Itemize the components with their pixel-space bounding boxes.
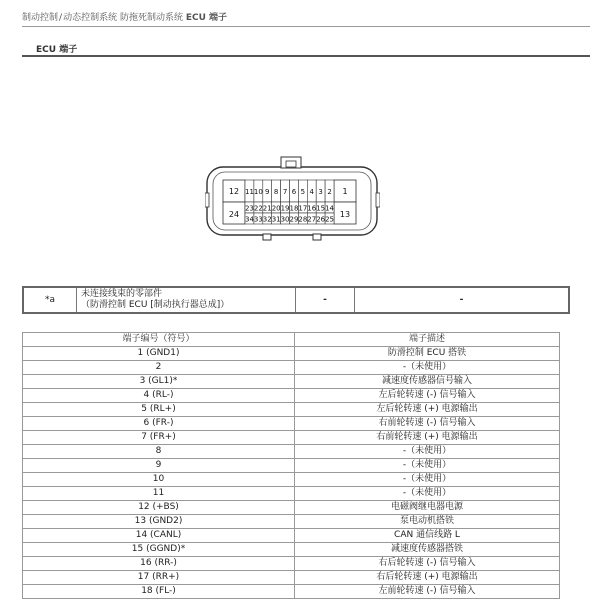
table-row [23, 417, 560, 431]
terminal-description: 减速度传感器信号输入 [295, 375, 560, 389]
terminal-description: 左前轮转速 (-) 信号输入 [295, 585, 560, 599]
breadcrumb [22, 10, 227, 23]
connector-key [263, 234, 271, 240]
terminal-description: -（未使用） [295, 459, 560, 473]
legend-description [77, 287, 296, 313]
terminal-number: 17 (RR+) [23, 571, 295, 585]
pin-label: 20 [271, 204, 281, 213]
table-row [23, 403, 560, 417]
pin-label: 8 [273, 188, 279, 196]
small-pin-grid [245, 180, 335, 224]
table-row [23, 431, 560, 445]
terminal-description: 右前轮转速 (-) 信号输入 [295, 417, 560, 431]
pin-label: 18 [289, 204, 299, 213]
table-row [23, 487, 560, 501]
pin-label: 28 [298, 215, 308, 224]
pin-1-label: 1 [342, 187, 348, 196]
terminal-description: CAN 通信线路 L [295, 529, 560, 543]
terminal-number: 13 (GND2) [23, 515, 295, 529]
table-row [23, 445, 560, 459]
pin-13-label: 13 [339, 210, 351, 219]
pin-label: 32 [262, 215, 272, 224]
pin-label: 33 [253, 215, 263, 224]
pin-label: 7 [282, 188, 288, 196]
connector-key [313, 234, 321, 240]
terminal-number: 16 (RR-) [23, 557, 295, 571]
terminal-description: 泵电动机搭铁 [295, 515, 560, 529]
terminal-number: 3 (GL1)* [23, 375, 295, 389]
terminal-table-header [23, 333, 560, 347]
legend-row [23, 287, 569, 313]
pin-label: 9 [265, 188, 270, 196]
pin-label: 22 [253, 204, 263, 213]
terminal-number: 14 (CANL) [23, 529, 295, 543]
pin-label: 2 [327, 188, 332, 196]
terminal-description: -（未使用） [295, 361, 560, 375]
pin-label: 6 [291, 188, 297, 196]
terminal-number: 9 [23, 459, 295, 473]
terminal-number: 15 (GGND)* [23, 543, 295, 557]
pin-label: 27 [307, 215, 317, 224]
breadcrumb-separator: / [59, 13, 63, 23]
pin-label: 14 [325, 204, 335, 213]
terminal-description: 电磁阀继电器电源 [295, 501, 560, 515]
table-row [23, 515, 560, 529]
header-divider [22, 26, 590, 27]
terminal-description: 减速度传感器搭铁 [295, 543, 560, 557]
terminal-number: 11 [23, 487, 295, 501]
header-terminal-number: 端子编号（符号） [23, 333, 295, 347]
table-row [23, 375, 560, 389]
terminal-number: 10 [23, 473, 295, 487]
terminal-description: 左后轮转速 (+) 电源输出 [295, 403, 560, 417]
pin-label: 4 [309, 188, 314, 196]
pin-label: 23 [244, 204, 254, 213]
pin-label: 10 [253, 188, 263, 196]
terminal-description: 左后轮转速 (-) 信号输入 [295, 389, 560, 403]
pin-label: 26 [316, 215, 326, 224]
table-row [23, 389, 560, 403]
pin-label: 34 [244, 215, 254, 224]
legend-col4: - [355, 287, 570, 313]
pin-label: 5 [300, 188, 306, 196]
breadcrumb-item[interactable]: 制动控制 [22, 13, 59, 23]
table-row [23, 557, 560, 571]
table-row [23, 529, 560, 543]
table-row [23, 459, 560, 473]
legend-mark: *a [23, 287, 77, 313]
section-title: ECU 端子 [36, 45, 78, 55]
terminal-description: -（未使用） [295, 473, 560, 487]
table-row [23, 571, 560, 585]
pin-label: 25 [325, 215, 335, 224]
terminal-description: 右前轮转速 (+) 电源输出 [295, 431, 560, 445]
legend-table [22, 286, 570, 314]
pin-label: 11 [244, 188, 254, 196]
terminal-number: 1 (GND1) [23, 347, 295, 361]
pin-label: 21 [262, 204, 272, 213]
table-row [23, 585, 560, 599]
table-row [23, 347, 560, 361]
terminal-number: 5 (RL+) [23, 403, 295, 417]
pin-label: 16 [307, 204, 317, 213]
terminal-description: 右后轮转速 (+) 电源输出 [295, 571, 560, 585]
breadcrumb-item[interactable]: 防拖死制动系统 [119, 13, 183, 23]
pin-label: 19 [280, 204, 290, 213]
terminal-number: 2 [23, 361, 295, 375]
connector-latch [281, 157, 301, 168]
terminal-table [22, 332, 560, 599]
pin-label: 31 [271, 215, 281, 224]
terminal-number: 4 (RL-) [23, 389, 295, 403]
table-row [23, 501, 560, 515]
pin-label: 3 [318, 188, 323, 196]
terminal-number: 18 (FL-) [23, 585, 295, 599]
terminal-number: 8 [23, 445, 295, 459]
terminal-description: 右后轮转速 (-) 信号输入 [295, 557, 560, 571]
legend-description-line2: （防滑控制 ECU [制动执行器总成]） [81, 300, 230, 310]
pin-24-label: 24 [228, 210, 240, 219]
table-row [23, 543, 560, 557]
pin-12-label: 12 [228, 187, 240, 196]
terminal-number: 12 (+BS) [23, 501, 295, 515]
legend-description-line1: 未连接线束的零部件 [81, 289, 163, 299]
terminal-description: -（未使用） [295, 487, 560, 501]
terminal-description: -（未使用） [295, 445, 560, 459]
section-divider [22, 55, 590, 57]
terminal-description: 防滑控制 ECU 搭铁 [295, 347, 560, 361]
pin-label: 30 [280, 215, 290, 224]
breadcrumb-item[interactable]: 动态控制系统 [63, 13, 118, 23]
connector-side-tab [376, 193, 380, 207]
breadcrumb-current: ECU 端子 [185, 13, 228, 23]
pin-label: 17 [298, 204, 308, 213]
pin-label: 29 [289, 215, 299, 224]
ecu-connector-diagram [205, 155, 380, 245]
legend-col3: - [296, 287, 355, 313]
pin-label: 15 [316, 204, 326, 213]
table-row [23, 473, 560, 487]
terminal-number: 7 (FR+) [23, 431, 295, 445]
terminal-number: 6 (FR-) [23, 417, 295, 431]
table-row [23, 361, 560, 375]
header-terminal-description: 端子描述 [295, 333, 560, 347]
connector-side-tab [205, 193, 209, 207]
